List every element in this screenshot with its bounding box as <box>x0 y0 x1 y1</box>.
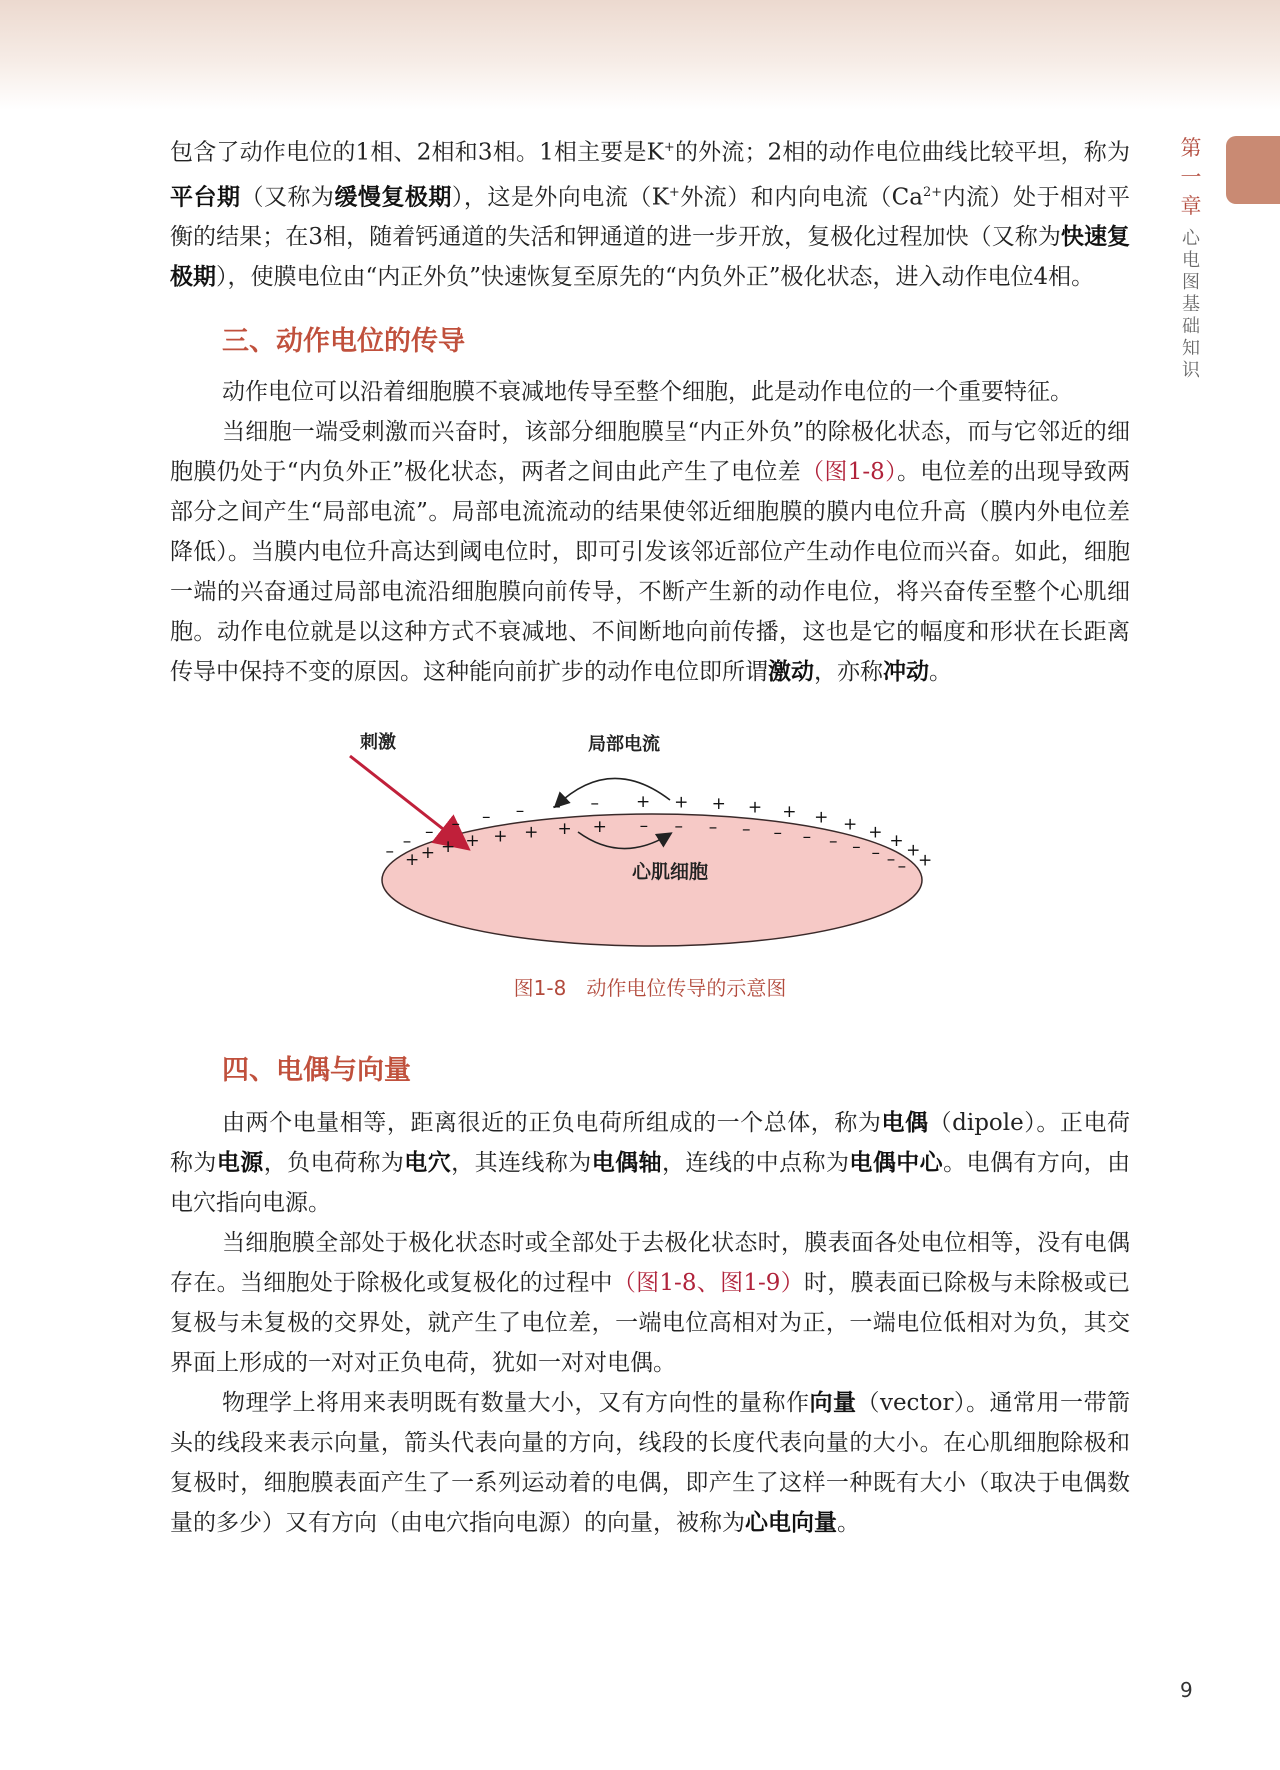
text-run: ，亦称 <box>814 659 883 686</box>
text-run: 外流）和内向电流（Ca <box>679 184 923 211</box>
term-excitation: 激动 <box>768 659 814 686</box>
plus-charge: + <box>493 826 508 847</box>
plus-charge: + <box>868 822 883 843</box>
minus-charge: – <box>552 796 561 817</box>
text-run: 。电偶有方向，由电穴指向电源。 <box>170 1150 1131 1217</box>
minus-charge: – <box>852 837 861 858</box>
text-run: 。 <box>929 659 952 686</box>
chapter-char: 章 <box>1180 194 1202 218</box>
figure-caption: 图1-8 动作电位传导的示意图 <box>513 976 787 1001</box>
page-content <box>170 128 1130 1543</box>
text-run: 。 <box>837 1510 860 1537</box>
minus-charge: – <box>590 793 600 814</box>
minus-charge: – <box>886 849 896 870</box>
text-run: 时，膜表面已除极与未除极或已复极与未复极的交界处，就产生了电位差，一端电位高相对为正，一端电位低相对为负，其交界面上形成的一对对正负电荷，犹如一对对电偶。 <box>170 1270 1131 1377</box>
section3-paragraph-2 <box>170 412 1130 692</box>
plus-charge: + <box>782 802 797 823</box>
plus-charge: + <box>635 792 651 813</box>
plus-charge: + <box>592 817 607 838</box>
term-ecg-vector: 心电向量 <box>745 1510 837 1537</box>
plus-charge: + <box>889 831 904 852</box>
minus-charge: – <box>639 816 649 837</box>
plus-charge: + <box>557 819 572 840</box>
term-source: 电源 <box>216 1150 264 1177</box>
chapter-tab <box>1226 136 1280 204</box>
chapter-label <box>1176 134 1206 221</box>
text-run: 。电位差的出现导致两部分之间产生“局部电流”。局部电流流动的结果使邻近细胞膜的膜内电位升高（膜内外电位差降低）。当膜内电位升高达到阈电位时，即可引发该邻近部位产生动作电位而兴奋。如此，细胞一端的兴奋通过局部电流沿细胞膜向前传导，不断产生新的动作电位，将兴奋传至整个心肌细胞。动作电位就是以这种方式不衰减地、不间断地向前传播，这也是它的幅度和形状在长距离传导中保持不变的原因。这种能向前扩步的动作电位即所谓 <box>170 459 1130 686</box>
intro-paragraph <box>170 128 1130 297</box>
chapter-title-char: 电 <box>1182 250 1200 271</box>
figure-1-8 <box>170 714 1130 1004</box>
minus-charge: – <box>515 801 525 822</box>
minus-charge: – <box>481 807 491 828</box>
minus-charge: – <box>741 820 751 841</box>
superscript: + <box>663 140 675 155</box>
text-run: （vector）。通常用一带箭头的线段来表示向量，箭头代表向量的方向，线段的长度代表向量的大小。在心肌细胞除极和复极时，细胞膜表面产生了一系列运动着的电偶，即产生了这样一种既有大小（取决于电偶数量的多少）又有方向（由电穴指向电源）的向量，被称为 <box>170 1390 1131 1537</box>
term-dipole-center: 电偶中心 <box>849 1150 944 1177</box>
local-current-label: 局部电流 <box>588 734 660 756</box>
minus-charge: – <box>897 856 907 877</box>
text-run: 当细胞膜全部处于极化状态时或全部处于去极化状态时，膜表面各处电位相等，没有电偶存在。当细胞处于除极化或复极化的过程中 <box>170 1230 1130 1297</box>
plus-charge: + <box>747 797 763 818</box>
minus-charge: – <box>708 817 718 838</box>
minus-charge: – <box>424 822 434 843</box>
minus-charge: – <box>385 841 395 862</box>
chapter-title-char: 基 <box>1182 294 1200 315</box>
figure-diagram <box>170 714 1130 964</box>
text-run: 包含了动作电位的1相、2相和3相。1相主要是K <box>170 139 664 166</box>
plus-charge: + <box>465 831 480 852</box>
text-run: （又称为 <box>240 184 335 211</box>
text-run: 当细胞一端受刺激而兴奋时，该部分细胞膜呈“内正外负”的除极化状态，而与它邻近的细胞膜仍处于“内负外正”极化状态，两者之间由此产生了电位差 <box>170 419 1130 486</box>
section4-paragraph-3 <box>170 1383 1130 1543</box>
plus-charge: + <box>420 843 436 864</box>
chapter-title-char: 础 <box>1182 316 1200 337</box>
term-impulse: 冲动 <box>883 659 929 686</box>
plus-charge: + <box>906 840 921 861</box>
text-run: 的外流；2相的动作电位曲线比较平坦，称为 <box>674 139 1130 166</box>
chapter-title <box>1176 228 1206 382</box>
chapter-title-char: 识 <box>1182 360 1200 381</box>
text-run: ，负电荷称为 <box>263 1150 405 1177</box>
stimulus-label: 刺激 <box>360 732 396 754</box>
section4-paragraph-1 <box>170 1103 1130 1223</box>
term-plateau: 平台期 <box>170 184 241 211</box>
section-heading-dipole: 四、电偶与向量 <box>222 1055 411 1087</box>
chapter-title-char: 知 <box>1182 338 1200 359</box>
outer-current-arrow <box>556 779 670 807</box>
text-run: ），使膜电位由“内正外负”快速恢复至原先的“内负外正”极化状态，进入动作电位4相。 <box>216 264 1095 291</box>
plus-charge: + <box>917 850 933 871</box>
plus-charge: + <box>440 837 456 858</box>
minus-charge: – <box>829 831 838 852</box>
plus-charge: + <box>404 850 420 871</box>
figure-reference-link[interactable]: （图1-8、图1-9） <box>612 1270 805 1297</box>
minus-charge: – <box>674 816 683 837</box>
chapter-title-char: 图 <box>1182 272 1200 293</box>
term-slow-repolarization: 缓慢复极期 <box>334 184 452 211</box>
text-run: 由两个电量相等，距离很近的正负电荷所组成的一个总体，称为 <box>222 1110 882 1137</box>
text-run: （dipole）。正电荷称为 <box>170 1110 1131 1177</box>
term-dipole: 电偶 <box>881 1110 929 1137</box>
minus-charge: – <box>402 831 412 852</box>
plus-charge: + <box>814 807 829 828</box>
figure-reference-link[interactable]: （图1-8） <box>801 459 897 486</box>
section3-paragraph-1: 动作电位可以沿着细胞膜不衰减地传导至整个细胞，此是动作电位的一个重要特征。 <box>222 379 1073 406</box>
term-dipole-axis: 电偶轴 <box>591 1150 662 1177</box>
term-sink: 电穴 <box>404 1150 452 1177</box>
plus-charge: + <box>674 792 689 813</box>
minus-charge: – <box>451 814 461 835</box>
plus-charge: + <box>711 794 726 815</box>
section-heading-conduction: 三、动作电位的传导 <box>222 326 465 358</box>
text-run: ，其连线称为 <box>451 1150 592 1177</box>
page-number: 9 <box>1180 1678 1193 1702</box>
superscript: 2+ <box>923 184 943 200</box>
plus-charge: + <box>842 814 858 835</box>
chapter-char: 第 <box>1180 136 1202 160</box>
minus-charge: – <box>773 823 782 844</box>
term-fast-repolarization: 快速复极期 <box>170 224 1131 291</box>
text-run: 物理学上将用来表明既有数量大小，又有方向性的量称作 <box>222 1390 810 1417</box>
superscript: + <box>668 184 680 200</box>
text-run: ），这是外向电流（K <box>451 184 669 211</box>
cell-label: 心肌细胞 <box>632 861 709 884</box>
minus-charge: – <box>802 827 812 848</box>
minus-charge: – <box>871 843 880 864</box>
section4-paragraph-2 <box>170 1223 1130 1383</box>
text-run: ，连线的中点称为 <box>661 1150 850 1177</box>
term-vector: 向量 <box>809 1390 857 1417</box>
chapter-char: 一 <box>1180 165 1202 189</box>
plus-charge: + <box>524 822 539 843</box>
chapter-title-char: 心 <box>1182 228 1200 249</box>
text-run: 内流）处于相对平衡的结果；在3相，随着钙通道的失活和钾通道的进一步开放，复极化过程加快（又称为 <box>170 184 1131 251</box>
header-band <box>0 0 1280 110</box>
